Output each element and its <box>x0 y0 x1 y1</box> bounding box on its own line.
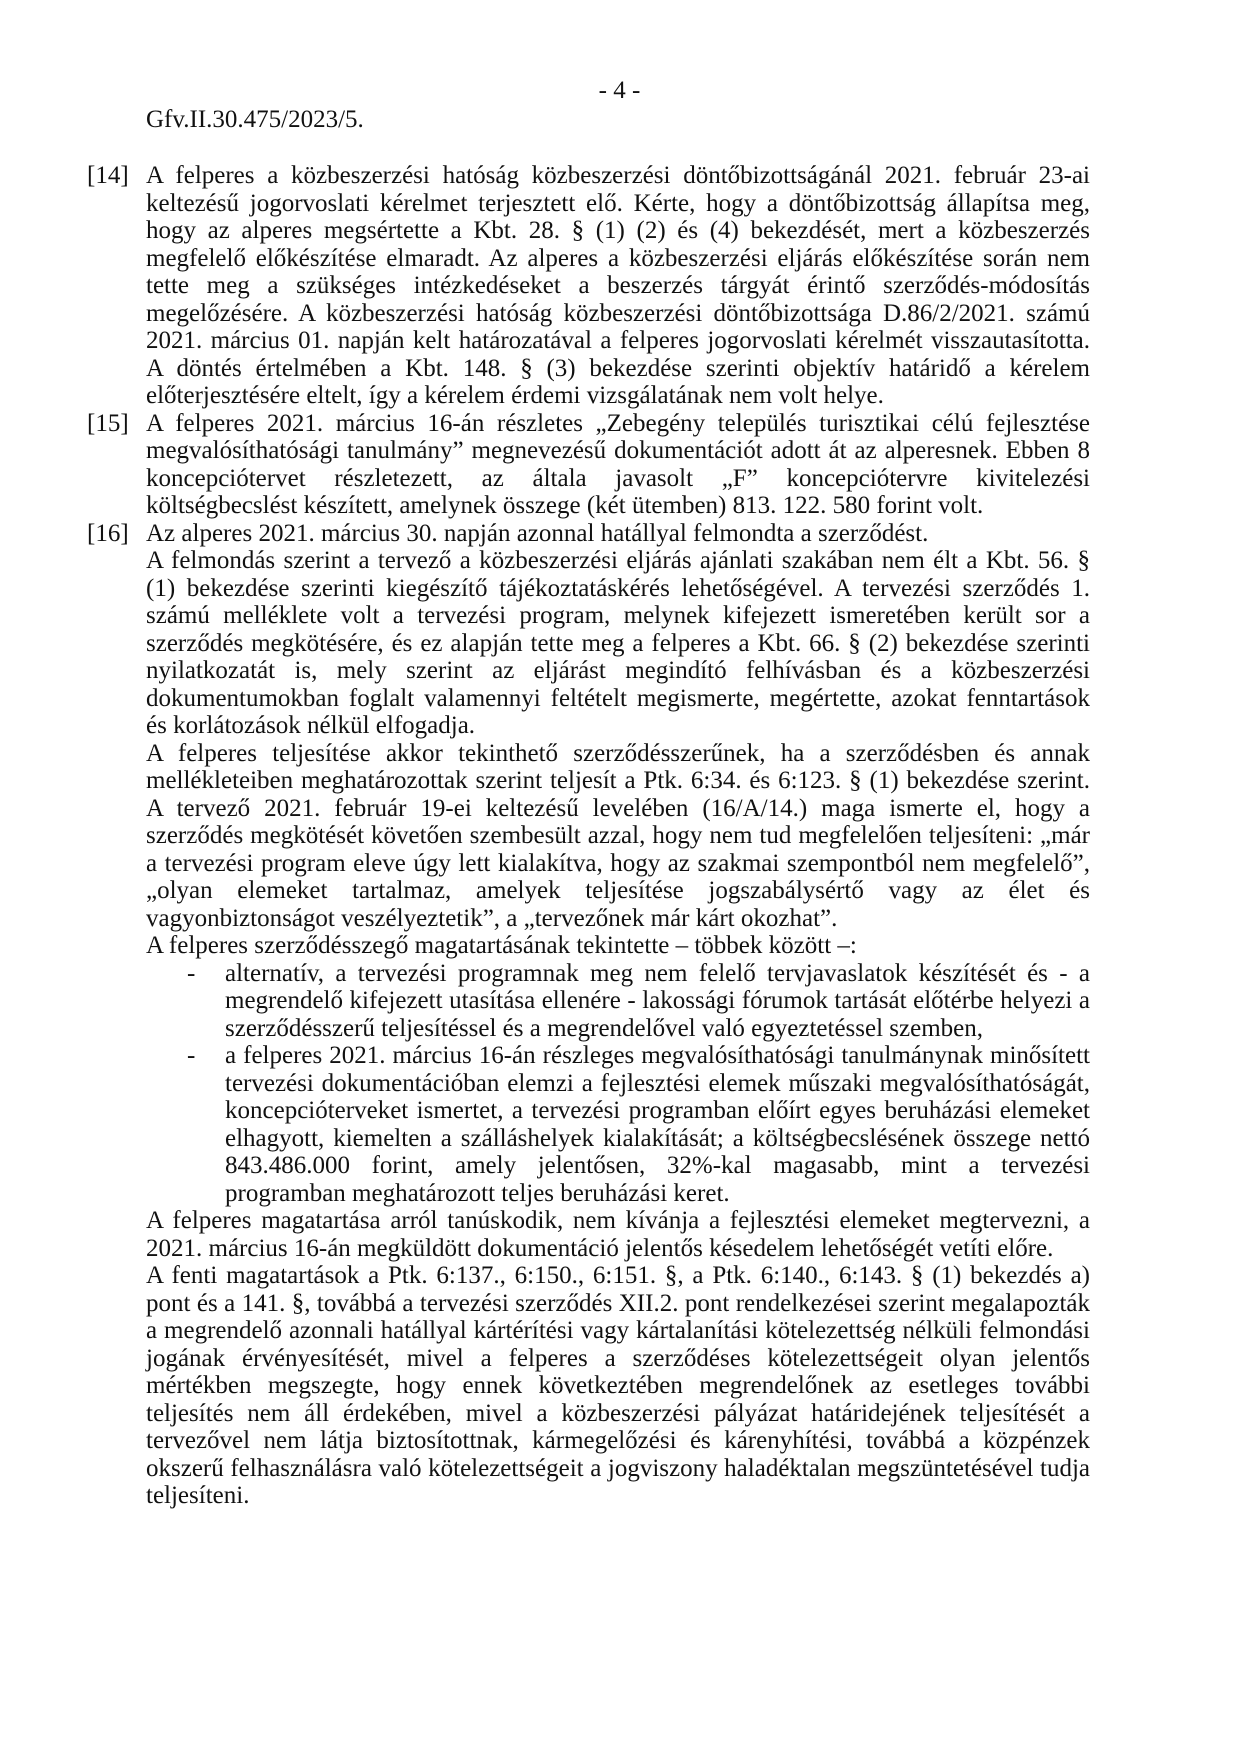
paragraph-14 <box>87 162 1090 410</box>
paragraph-text: A felperes 2021. március 16-án részletes „Zebegény település turisztikai célú fejlesztése megvalósíthatósági tanulmány” megnevezésű dokumentációt adott át az alperesnek. Ebben 8 koncepciótervet részletezett, az általa javasolt „F” koncepciótervre kivitelezési költségbecslést készített, amelynek összege (két ütemben) 813. 122. 580 forint volt. <box>146 409 1090 519</box>
paragraph <box>87 547 1090 740</box>
paragraph-text: A felperes szerződésszegő magatartásának tekintette – többek között –: <box>146 932 857 959</box>
bullet-item <box>87 960 1090 1043</box>
paragraph-number: [14] <box>87 162 129 189</box>
case-number: Gfv.II.30.475/2023/5. <box>146 106 364 133</box>
paragraph-number: [16] <box>87 519 129 547</box>
bullet-item <box>87 1042 1090 1207</box>
paragraph <box>87 1207 1090 1262</box>
bullet-dash: - <box>187 1042 196 1069</box>
paragraph-text: A felperes magatartása arról tanúskodik, nem kívánja a fejlesztési elemeket megtervezni, a 2021. március 16-án megküldött dokumentáció jelentős késedelem lehetőségét vetíti előre. <box>146 1207 1090 1262</box>
paragraph <box>87 1262 1090 1510</box>
paragraph-text: alternatív, a tervezési programnak meg nem felelő tervjavaslatok készítését és - a megrendelő kifejezett utasítása ellenére - lakossági fórumok tartását előtérbe helyezi a szerződésszerű teljesítéssel és a megrendelővel való egyeztetéssel szemben, <box>225 959 1090 1042</box>
paragraph-number: [15] <box>87 409 129 437</box>
paragraph <box>87 932 1090 960</box>
paragraph-list <box>87 162 1090 1510</box>
paragraph-text: Az alperes 2021. március 30. napján azonnal hatállyal felmondta a szerződést. <box>146 519 929 547</box>
paragraph-15 <box>87 410 1090 520</box>
paragraph-text: A felperes a közbeszerzési hatóság közbeszerzési döntőbizottságánál 2021. február 23-ai keltezésű jogorvoslati kérelmet terjesztett elő. Kérte, hogy a döntőbizottság állapítsa meg, hogy az alperes megsértette a Kbt. 28. § (1) (2) és (4) bekezdését, mert a közbeszerzés megfelelő előkészítése elmaradt. Az alperes a közbeszerzési eljárás előkészítése során nem tette meg a szükséges intézkedéseket a beszerzés tárgyát érintő szerződés-módosítás megelőzésére. A közbeszerzési hatóság közbeszerzési döntőbizottsága D.86/2/2021. számú 2021. március 01. napján kelt határozatával a felperes jogorvoslati kérelmét visszautasította. A döntés értelmében a Kbt. 148. § (3) bekezdése szerinti objektív határidő a kérelem előterjesztésére eltelt, így a kérelem érdemi vizsgálatának nem volt helye. <box>146 162 1090 409</box>
paragraph-text: A felmondás szerint a tervező a közbeszerzési eljárás ajánlati szakában nem élt a Kbt. 56. § (1) bekezdése szerinti kiegészítő tájékoztatáskérés lehetőségével. A tervezési szerződés 1. számú melléklete volt a tervezési program, melynek kifejezett ismeretében került sor a szerződés megkötésére, és ez alapján tette meg a felperes a Kbt. 66. § (2) bekezdése szerinti nyilatkozatát is, mely szerint az eljárást megindító felhívásban és a közbeszerzési dokumentumokban foglalt valamennyi feltételt megismerte, megértette, azokat fenntartások és korlátozások nélkül elfogadja. <box>146 547 1090 739</box>
paragraph-16 <box>87 520 1090 548</box>
page-number: - 4 - <box>598 77 641 104</box>
bullet-dash: - <box>187 959 196 987</box>
paragraph-text: A felperes teljesítése akkor tekinthető szerződésszerűnek, ha a szerződésben és annak mellékleteiben meghatározottak szerint teljesít a Ptk. 6:34. és 6:123. § (1) bekezdése szerint. A tervező 2021. február 19-ei keltezésű levelében (16/A/14.) maga ismerte el, hogy a szerződés megkötését követően szembesült azzal, hogy nem tud megfelelően teljesíteni: „már a tervezési program eleve úgy lett kialakítva, hogy az szakmai szempontból nem megfelelő”, „olyan elemeket tartalmaz, amelyek teljesítése jogszabálysértő vagy az élet és vagyonbiztonságot veszélyeztetik”, a „tervezőnek már kárt okozhat”. <box>146 739 1090 932</box>
paragraph-text: a felperes 2021. március 16-án részleges megvalósíthatósági tanulmánynak minősített tervezési dokumentációban elemzi a fejlesztési elemek műszaki megvalósíthatóságát, koncepcióterveket ismertet, a tervezési programban előírt egyes beruházási elemeket elhagyott, kiemelten a szálláshelyek kialakítását; a költségbecslésének összege nettó 843.486.000 forint, amely jelentősen, 32%-kal magasabb, mint a tervezési programban meghatározott teljes beruházási keret. <box>225 1042 1090 1207</box>
paragraph-text: A fenti magatartások a Ptk. 6:137., 6:150., 6:151. §, a Ptk. 6:140., 6:143. § (1) bekezdés a) pont és a 141. §, továbbá a tervezési szerződés XII.2. pont rendelkezései szerint megalapozták a megrendelő azonnali hatállyal kártérítési vagy kártalanítási kötelezettség nélküli felmondási jogának érvényesítését, mivel a felperes a szerződéses kötelezettségeit olyan jelentős mértékben megszegte, hogy ennek következtében megrendelőnek az esetleges további teljesítés nem áll érdekében, mivel a közbeszerzési pályázat határidejének teljesítését a tervezővel nem látja biztosítottnak, kármegelőzési és kárenyhítési, továbbá a közpénzek okszerű felhasználásra való kötelezettségeit a jogviszony haladéktalan megszüntetésével tudja teljesíteni. <box>146 1262 1090 1509</box>
paragraph <box>87 740 1090 933</box>
